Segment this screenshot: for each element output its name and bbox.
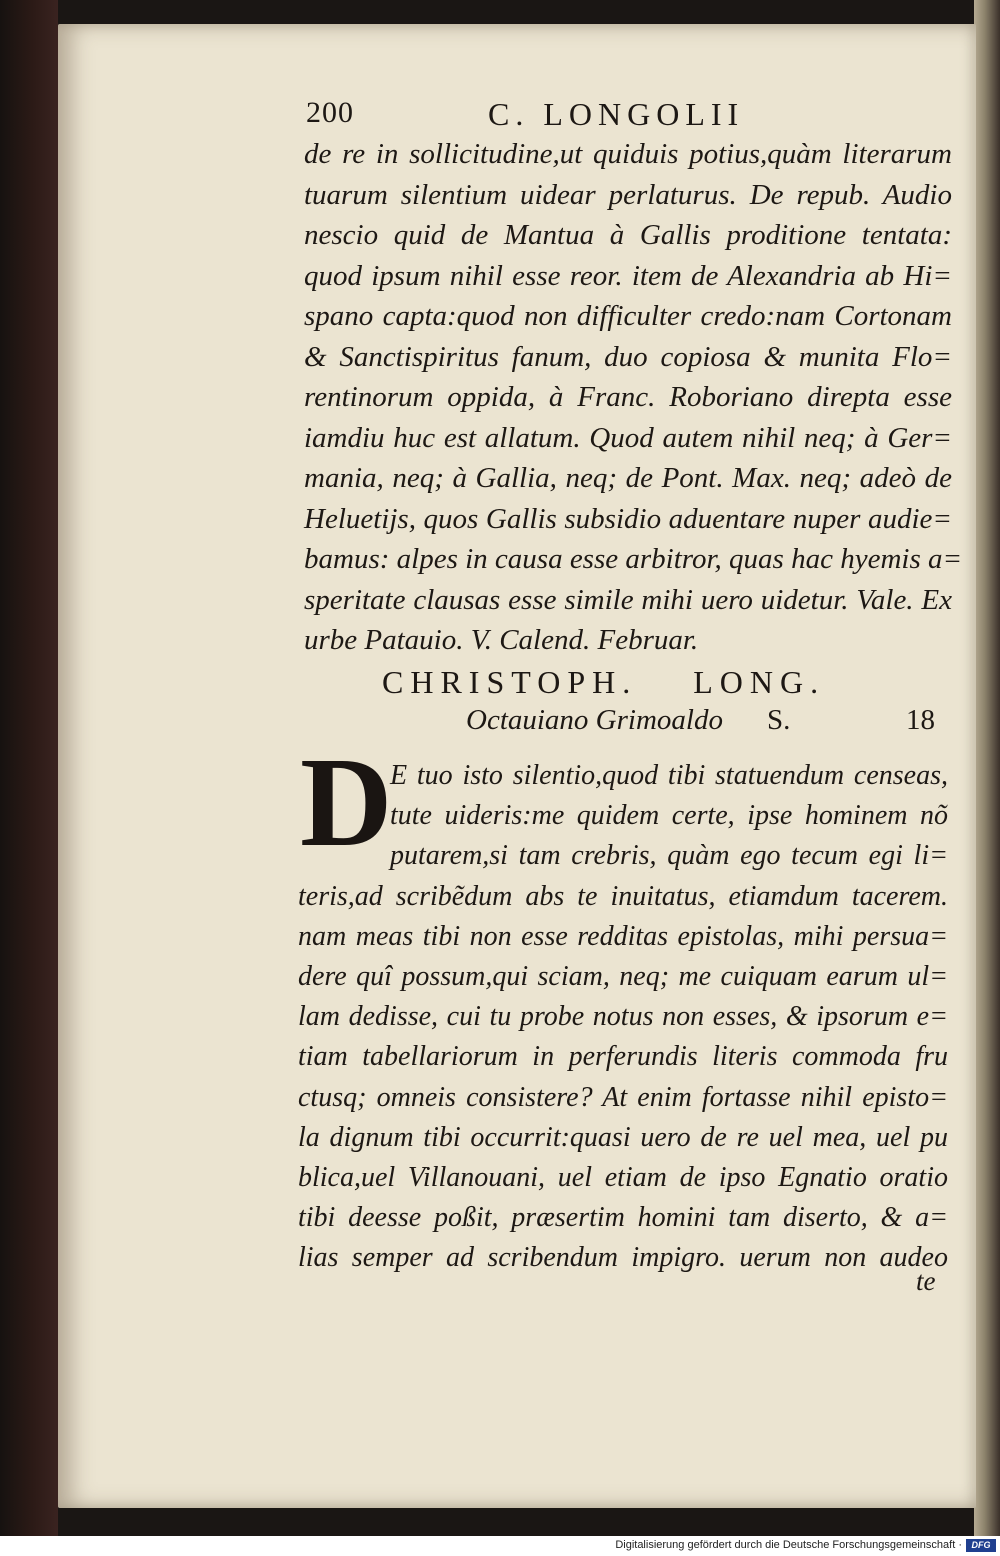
addressee-name: Octauiano Grimoaldo [466,704,723,736]
text-line: ctusq; omneis consistere? At enim fortasse nihil episto= [298,1081,948,1113]
text-line: nam meas tibi non esse redditas epistolas, mihi persua= [298,920,948,952]
heading-author: CHRISTOPH. [382,664,638,700]
digitization-footer [0,1536,1000,1556]
page-number: 200 [306,96,354,129]
text-line: nescio quid de Mantua à Gallis proditione tentata: [304,219,952,251]
text-line: dere quî possum,qui sciam, neq; me cuiquam earum ul= [298,961,948,993]
funding-credit: Digitalisierung gefördert durch die Deutsche Forschungsgemeinschaft · [615,1539,962,1551]
text-line: mania, neq; à Gallia, neq; de Pont. Max. neq; adeò de [304,462,952,494]
running-title: C. LONGOLII [488,96,745,132]
text-line: E tuo isto silentio,quod tibi statuendum censeas, [390,760,948,791]
text-line: tibi deesse poßit, præsertim homini tam diserto, & a= [298,1202,948,1234]
text-line: lam dedisse, cui tu probe notus non esses, & ipsorum e= [298,1001,948,1033]
heading-surname: LONG. [693,664,826,700]
salutation: S. [766,704,791,736]
dfg-logo-icon: DFG [966,1539,996,1552]
catchword: te [916,1266,936,1296]
letter-body [298,756,948,1279]
text-line: teris,ad scribẽdum abs te inuitatus, etiamdum tacerem. [298,880,948,912]
text-line: la dignum tibi occurrit:quasi uero de re uel mea, uel pu [298,1121,948,1153]
letter-heading [382,664,825,701]
letter-continuation [304,134,963,661]
text-line: iamdiu huc est allatum. Quod autem nihil neq; à Ger= [304,421,952,454]
text-line: speritate clausas esse simile mihi uero uidetur. Vale. Ex [304,583,952,616]
text-line: & Sanctispiritus fanum, duo copiosa & munita Flo= [304,340,952,373]
text-line: blica,uel Villanouani, uel etiam de ipso Egnatio oratio [298,1162,948,1194]
text-line: tuarum silentium uidear perlaturus. De repub. Audio [304,178,952,211]
text-line: de re in sollicitudine,ut quiduis potius,quàm literarum [304,138,952,170]
text-line: urbe Patauio. V. Calend. Februar. [304,624,699,656]
text-line: tute uideris:me quidem certe, ipse hominem nõ [390,800,948,832]
text-line: Heluetijs, quos Gallis subsidio aduentare nuper audie= [304,502,952,535]
text-line: quod ipsum nihil esse reor. item de Alexandria ab Hi= [304,259,952,292]
letter-number: 18 [906,704,935,736]
letter-addressee [466,704,790,737]
text-line: spano capta:quod non difficulter credo:nam Cortonam [304,300,952,332]
binding-edge [0,0,58,1536]
text-line: tiam tabellariorum in perferundis literis commoda fru [298,1041,948,1073]
text-line: rentinorum oppida, à Franc. Roboriano direpta esse [304,381,952,413]
text-line: lias semper ad scribendum impigro. uerum non audeo [298,1242,948,1274]
text-line: bamus: alpes in causa esse arbitror, quas hac hyemis a= [304,543,963,575]
text-line: putarem,si tam crebris, quàm ego tecum egi li= [390,840,948,872]
page-edge [974,0,1000,1536]
drop-cap: D [300,731,393,873]
